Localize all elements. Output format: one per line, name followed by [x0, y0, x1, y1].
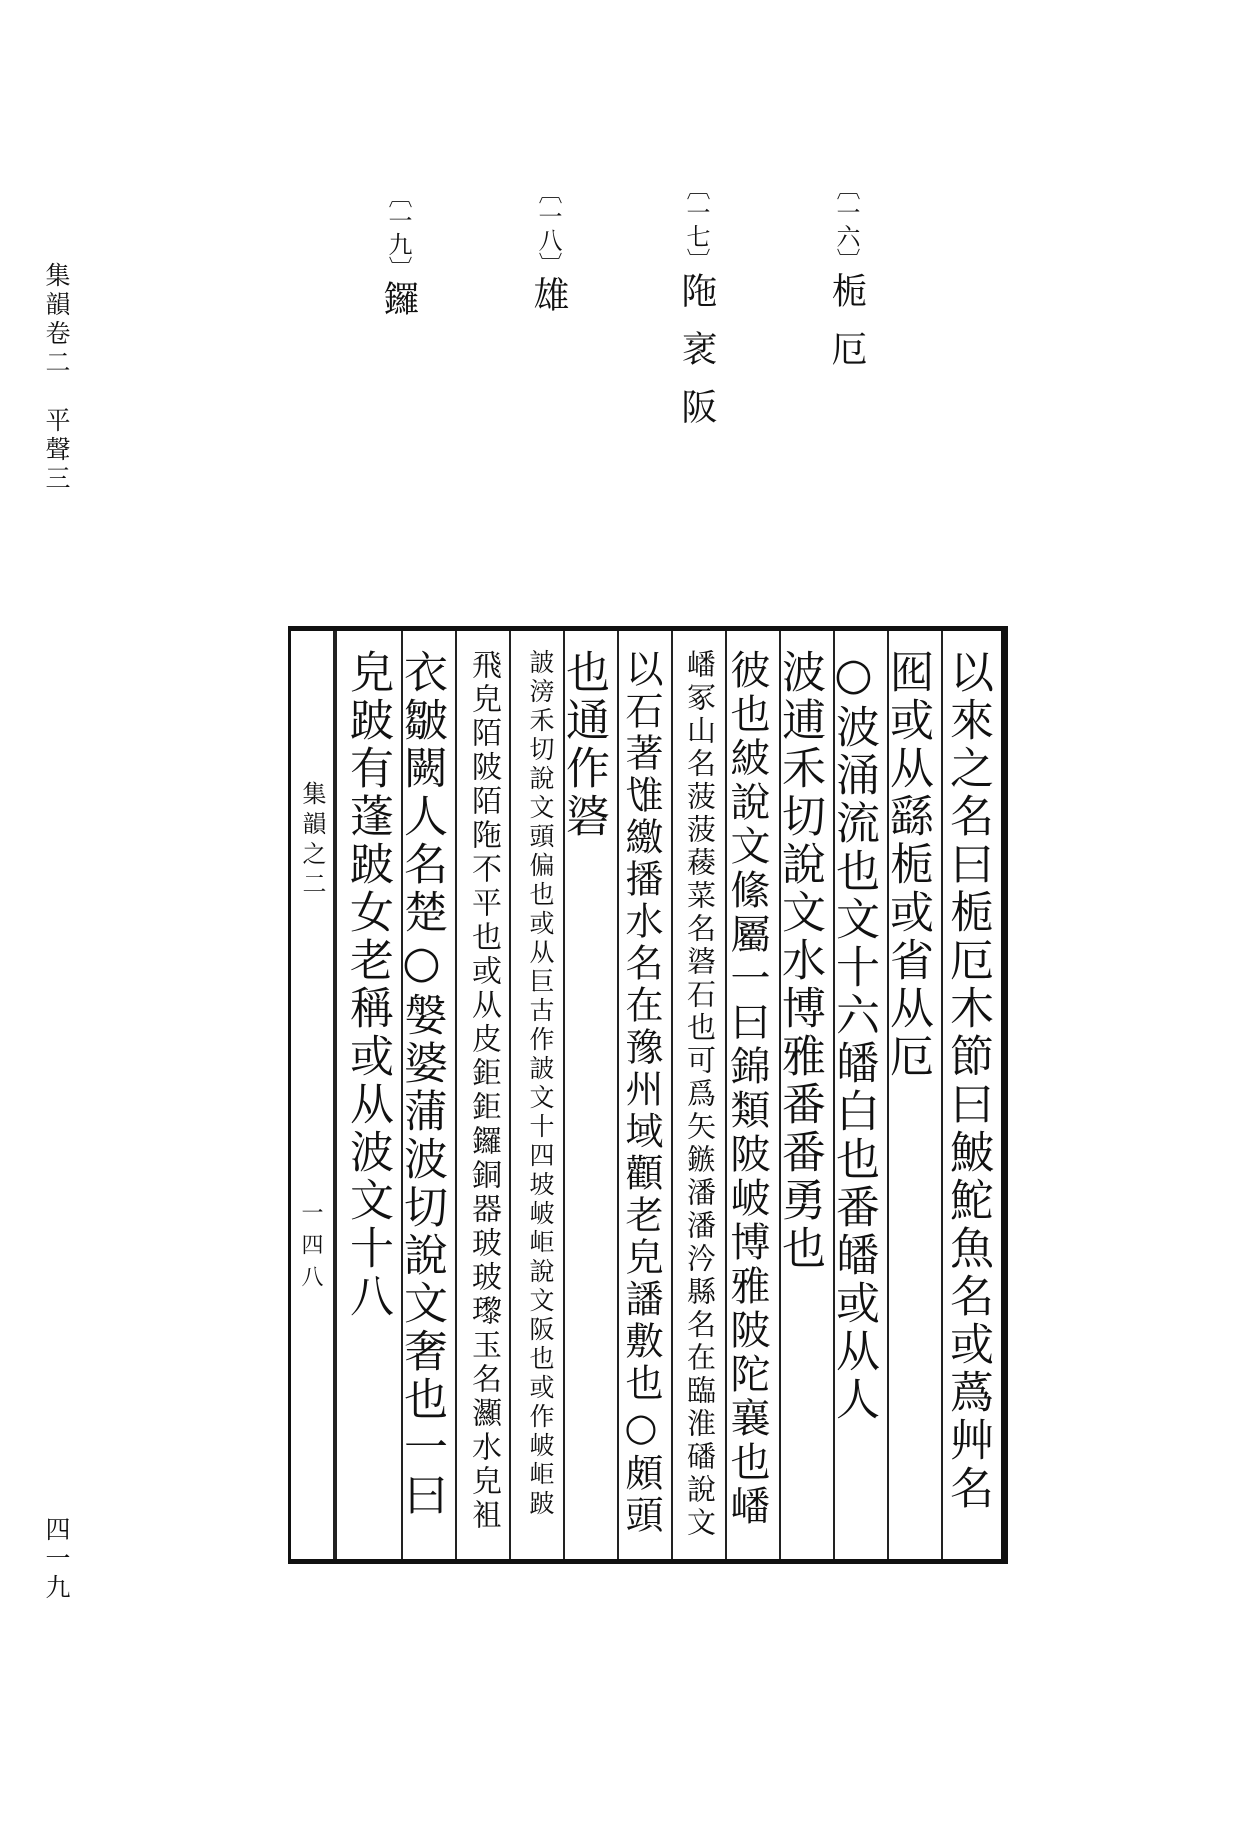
block-gutter — [291, 631, 335, 1559]
note-text: 栀厄 — [826, 272, 867, 388]
gutter-title: 集韻之二 — [298, 781, 326, 901]
column-text: 皃跛有蓬跛女老稱或从波文十八 — [342, 649, 393, 1321]
column-text: ○波涌流也文十六皤白也番皤或从人 — [828, 649, 879, 1424]
text-column — [828, 631, 887, 1559]
column-text: 以石著隿繳播水名在豫州域顴老皃譒敷也○頗頭 — [619, 649, 663, 1537]
margin-title: 集韻卷二 平聲三 — [42, 262, 71, 494]
text-column — [671, 631, 725, 1559]
note-text: 鑼 — [378, 280, 419, 338]
column-text: 嶓冢山名菠菠薐菜名碆石也可爲矢鏃潘潘汵縣名在臨淮磻說文 — [683, 649, 717, 1540]
column-text: 以來之名曰栀厄木節曰鮍鮀魚名或蔿艸名 — [942, 649, 993, 1513]
text-column — [335, 631, 401, 1559]
text-column — [558, 631, 617, 1559]
text-column — [941, 631, 1001, 1559]
text-column — [774, 631, 833, 1559]
note-text: 雄 — [528, 276, 569, 334]
text-block — [288, 626, 1008, 1564]
text-column — [509, 631, 563, 1559]
column-text: 也通作碆 — [558, 649, 609, 841]
column-text: 波逋禾切說文水博雅番番勇也 — [774, 649, 825, 1273]
text-column — [455, 631, 509, 1559]
note-bracket: 〔一七〕 — [682, 176, 710, 272]
column-text: 詖滂禾切說文頭偏也或从巨古作詖文十四坡岥岠說文阪也或作岥岠跛 — [526, 649, 555, 1519]
collation-note-16 — [826, 176, 867, 388]
page-number: 四一九 — [42, 1516, 71, 1603]
collation-note-18 — [528, 180, 569, 334]
column-text: 飛皃陌陂陌陁不平也或从皮鉅鉅鑼銅器玻玻瓈玉名灦水皃袓 — [466, 649, 501, 1533]
collation-note-19 — [378, 184, 419, 338]
note-bracket: 〔一六〕 — [832, 176, 860, 272]
column-text: 衣皺闕人名楚○媻婆蒲波切說文奢也一曰 — [396, 649, 447, 1520]
text-column — [882, 631, 941, 1559]
note-text: 陁衺阪 — [676, 272, 717, 446]
text-column — [725, 631, 779, 1559]
note-bracket: 〔一九〕 — [384, 184, 412, 280]
note-bracket: 〔一八〕 — [534, 180, 562, 276]
collation-note-17 — [676, 176, 717, 446]
text-column — [396, 631, 455, 1559]
gutter-folio: 一四八 — [298, 1201, 323, 1297]
text-column — [617, 631, 671, 1559]
column-text: 彼也紴說文絛屬一曰錦類陂岥博雅陂陀襄也嶓 — [724, 649, 770, 1529]
column-text: 囮或从繇栀或省从厄 — [882, 649, 933, 1081]
